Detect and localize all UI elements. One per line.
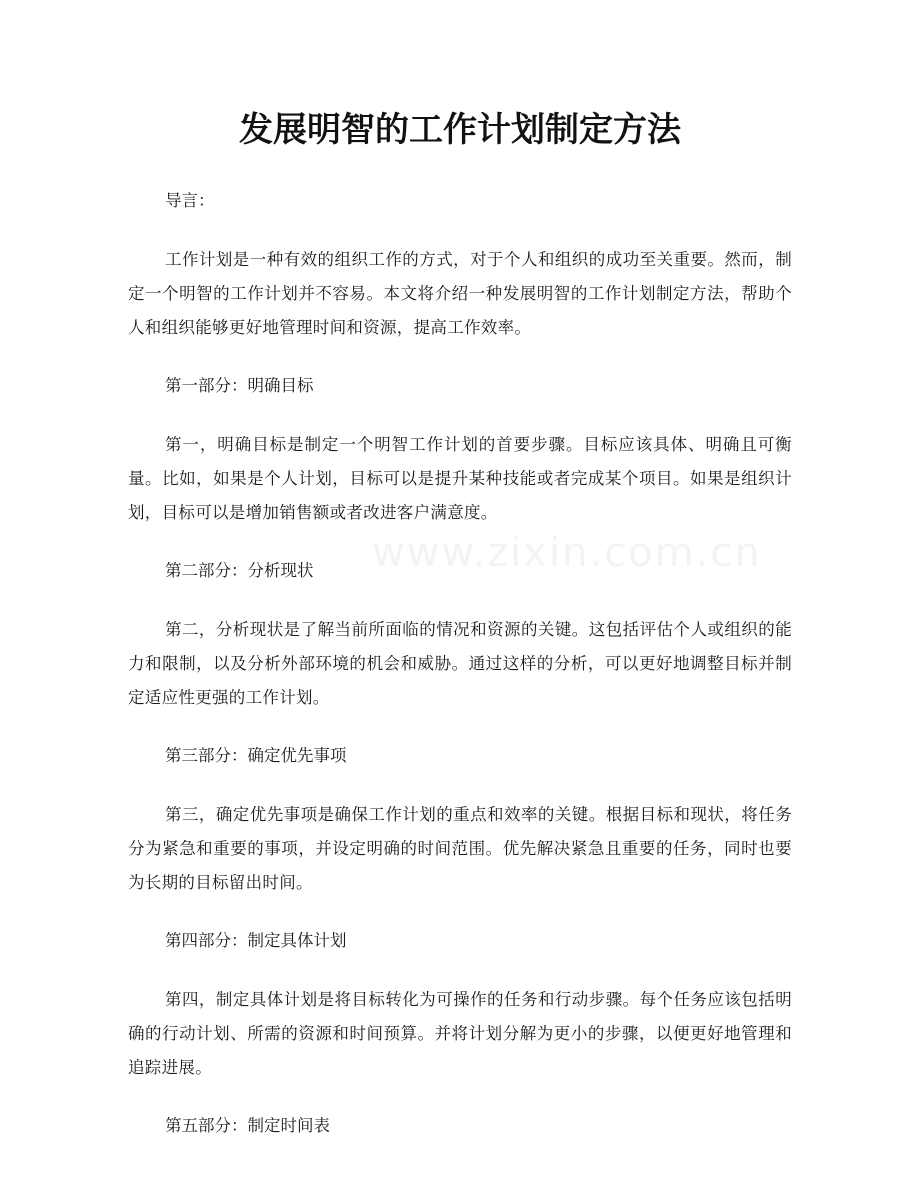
section-heading-4: 第四部分：制定具体计划 <box>165 931 347 950</box>
section-heading-5: 第五部分：制定时间表 <box>165 1116 330 1135</box>
section-paragraph-4: 第四，制定具体计划是将目标转化为可操作的任务和行动步骤。每个任务应该包括明确的行动计划、所需的资源和时间预算。并将计划分解为更小的步骤，以便更好地管理和追踪进展。 <box>128 990 792 1077</box>
section-heading-1: 第一部分：明确目标 <box>165 376 314 395</box>
intro-label: 导言： <box>165 191 215 210</box>
intro-paragraph: 工作计划是一种有效的组织工作的方式，对于个人和组织的成功至关重要。然而，制定一个明智的工作计划并不容易。本文将介绍一种发展明智的工作计划制定方法，帮助个人和组织能够更好地管理时间和资源，提高工作效率。 <box>128 250 792 337</box>
document-title: 发展明智的工作计划制定方法 <box>239 110 681 150</box>
section-paragraph-2: 第二，分析现状是了解当前所面临的情况和资源的关键。这包括评估个人或组织的能力和限制，以及分析外部环境的机会和威胁。通过这样的分析，可以更好地调整目标并制定适应性更强的工作计划。 <box>128 620 792 707</box>
document-body <box>128 184 792 1143</box>
section-paragraph-3: 第三，确定优先事项是确保工作计划的重点和效率的关键。根据目标和现状，将任务分为紧急和重要的事项，并设定明确的时间范围。优先解决紧急且重要的任务，同时也要为长期的目标留出时间。 <box>128 805 792 892</box>
section-heading-3: 第三部分：确定优先事项 <box>165 746 347 765</box>
section-heading-2: 第二部分：分析现状 <box>165 561 314 580</box>
section-paragraph-1: 第一，明确目标是制定一个明智工作计划的首要步骤。目标应该具体、明确且可衡量。比如，如果是个人计划，目标可以是提升某种技能或者完成某个项目。如果是组织计划，目标可以是增加销售额或者改进客户满意度。 <box>128 435 792 522</box>
